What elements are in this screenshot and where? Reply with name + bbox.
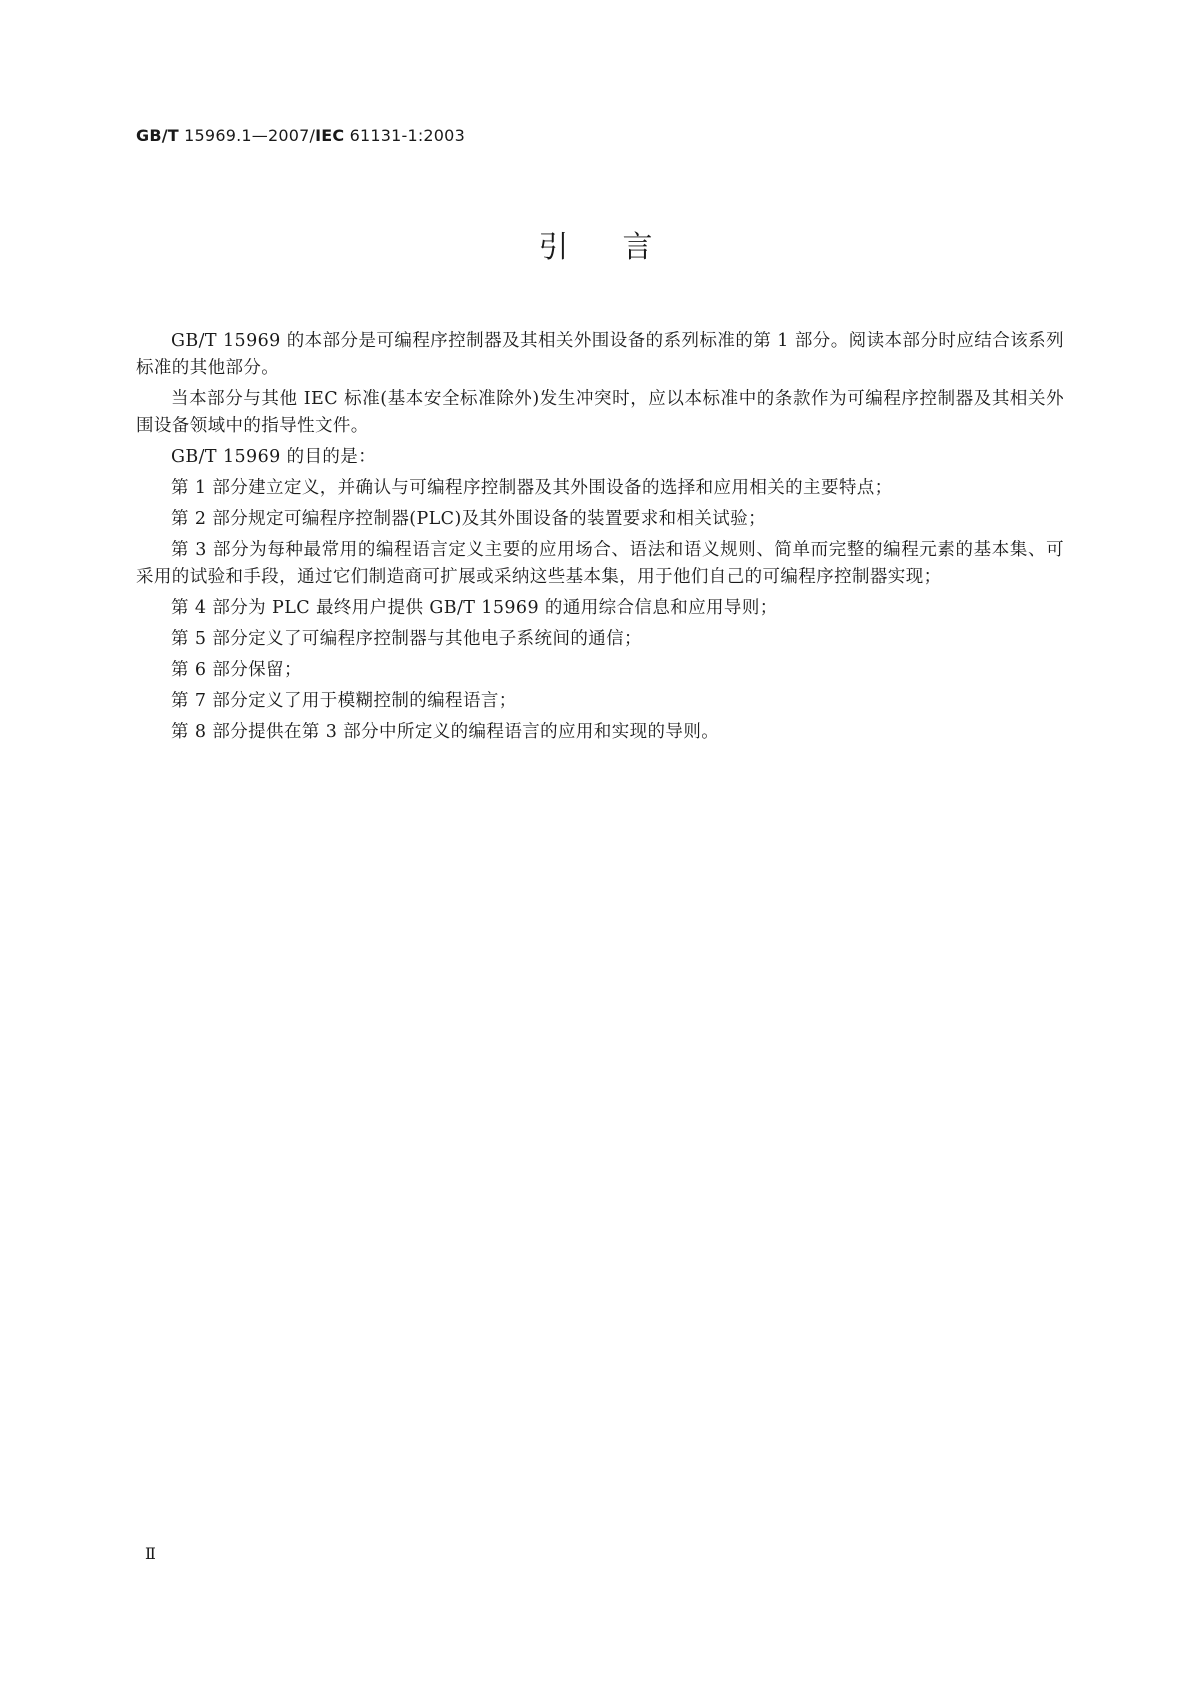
paragraph: 当本部分与其他 IEC 标准(基本安全标准除外)发生冲突时，应以本标准中的条款作为可编程序控制器及其相关外围设备领域中的指导性文件。 [136,389,1064,436]
page-title: 引言 [538,230,707,265]
paragraph: GB/T 15969 的本部分是可编程序控制器及其相关外围设备的系列标准的第 1 部分。阅读本部分时应结合该系列标准的其他部分。 [136,331,1064,378]
paragraph: 第 3 部分为每种最常用的编程语言定义主要的应用场合、语法和语义规则、简单而完整的编程元素的基本集、可采用的试验和手段，通过它们制造商可扩展或采纳这些基本集，用于他们自己的可编程序控制器实现； [136,540,1064,587]
paragraph: 第 6 部分保留； [171,660,302,680]
paragraph: 第 7 部分定义了用于模糊控制的编程语言； [171,691,517,711]
paragraph: 第 8 部分提供在第 3 部分中所定义的编程语言的应用和实现的导则。 [171,722,720,742]
header-number: 15969.1—2007/ [178,126,316,145]
paragraph: 第 4 部分为 PLC 最终用户提供 GB/T 15969 的通用综合信息和应用导则； [171,598,778,618]
paragraph: 第 1 部分建立定义，并确认与可编程序控制器及其外围设备的选择和应用相关的主要特点； [171,478,893,498]
paragraph: GB/T 15969 的目的是： [171,447,377,467]
header-iec: IEC [315,126,345,145]
header-iec-number: 61131-1:2003 [344,126,465,145]
page-number: Ⅱ [145,1544,156,1563]
standard-header [136,126,465,145]
introduction-body [136,328,1064,750]
paragraph: 第 2 部分规定可编程序控制器(PLC)及其外围设备的装置要求和相关试验； [171,509,766,529]
header-gbt: GB/T [136,126,179,145]
paragraph: 第 5 部分定义了可编程序控制器与其他电子系统间的通信； [171,629,642,649]
